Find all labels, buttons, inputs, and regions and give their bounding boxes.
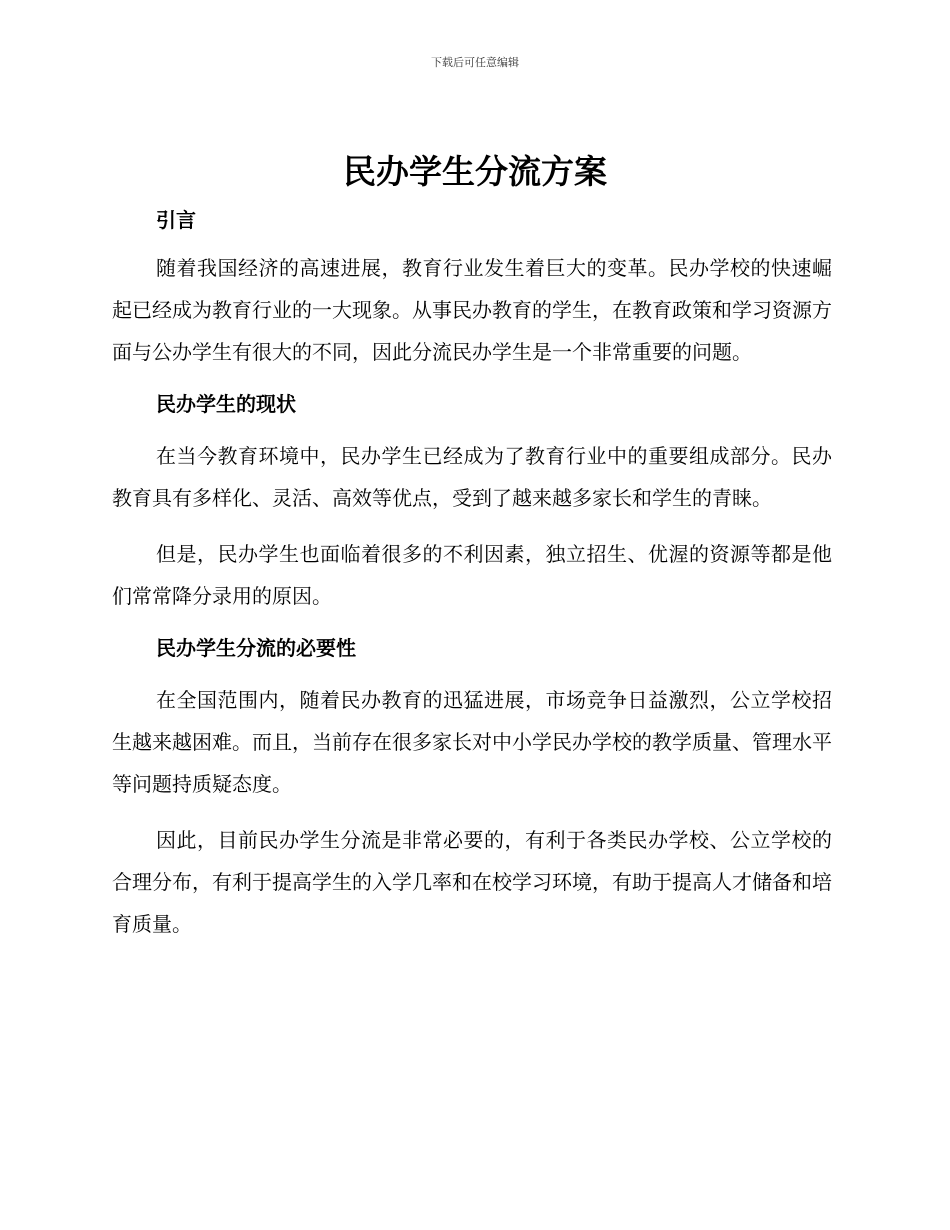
paragraph: 在全国范围内，随着民办教育的迅猛进展，市场竞争日益激烈，公立学校招生越来越困难。而且，当前存在很多家长对中小学民办学校的教学质量、管理水平等问题持质疑态度。 bbox=[112, 688, 832, 796]
section-heading: 民办学生分流的必要性 bbox=[156, 636, 356, 660]
section-introduction bbox=[112, 205, 832, 373]
paragraph: 在当今教育环境中，民办学生已经成为了教育行业中的重要组成部分。民办教育具有多样化、灵活、高效等优点，受到了越来越多家长和学生的青睐。 bbox=[112, 444, 832, 510]
header-note: 下载后可任意编辑 bbox=[431, 56, 519, 69]
paragraph: 随着我国经济的高速进展，教育行业发生着巨大的变革。民办学校的快速崛起已经成为教育行业的一大现象。从事民办教育的学生，在教育政策和学习资源方面与公办学生有很大的不同，因此分流民办学生是一个非常重要的问题。 bbox=[112, 256, 832, 364]
section-heading: 引言 bbox=[156, 208, 196, 232]
document-title: 民办学生分流方案 bbox=[343, 152, 607, 191]
section-current-status bbox=[112, 389, 832, 617]
paragraph: 但是，民办学生也面临着很多的不利因素，独立招生、优渥的资源等都是他们常常降分录用的原因。 bbox=[112, 542, 832, 608]
section-heading: 民办学生的现状 bbox=[156, 392, 296, 416]
document-body bbox=[112, 205, 832, 945]
section-necessity bbox=[112, 633, 832, 945]
paragraph: 因此，目前民办学生分流是非常必要的，有利于各类民办学校、公立学校的合理分布，有利于提高学生的入学几率和在校学习环境，有助于提高人才储备和培育质量。 bbox=[112, 828, 832, 936]
